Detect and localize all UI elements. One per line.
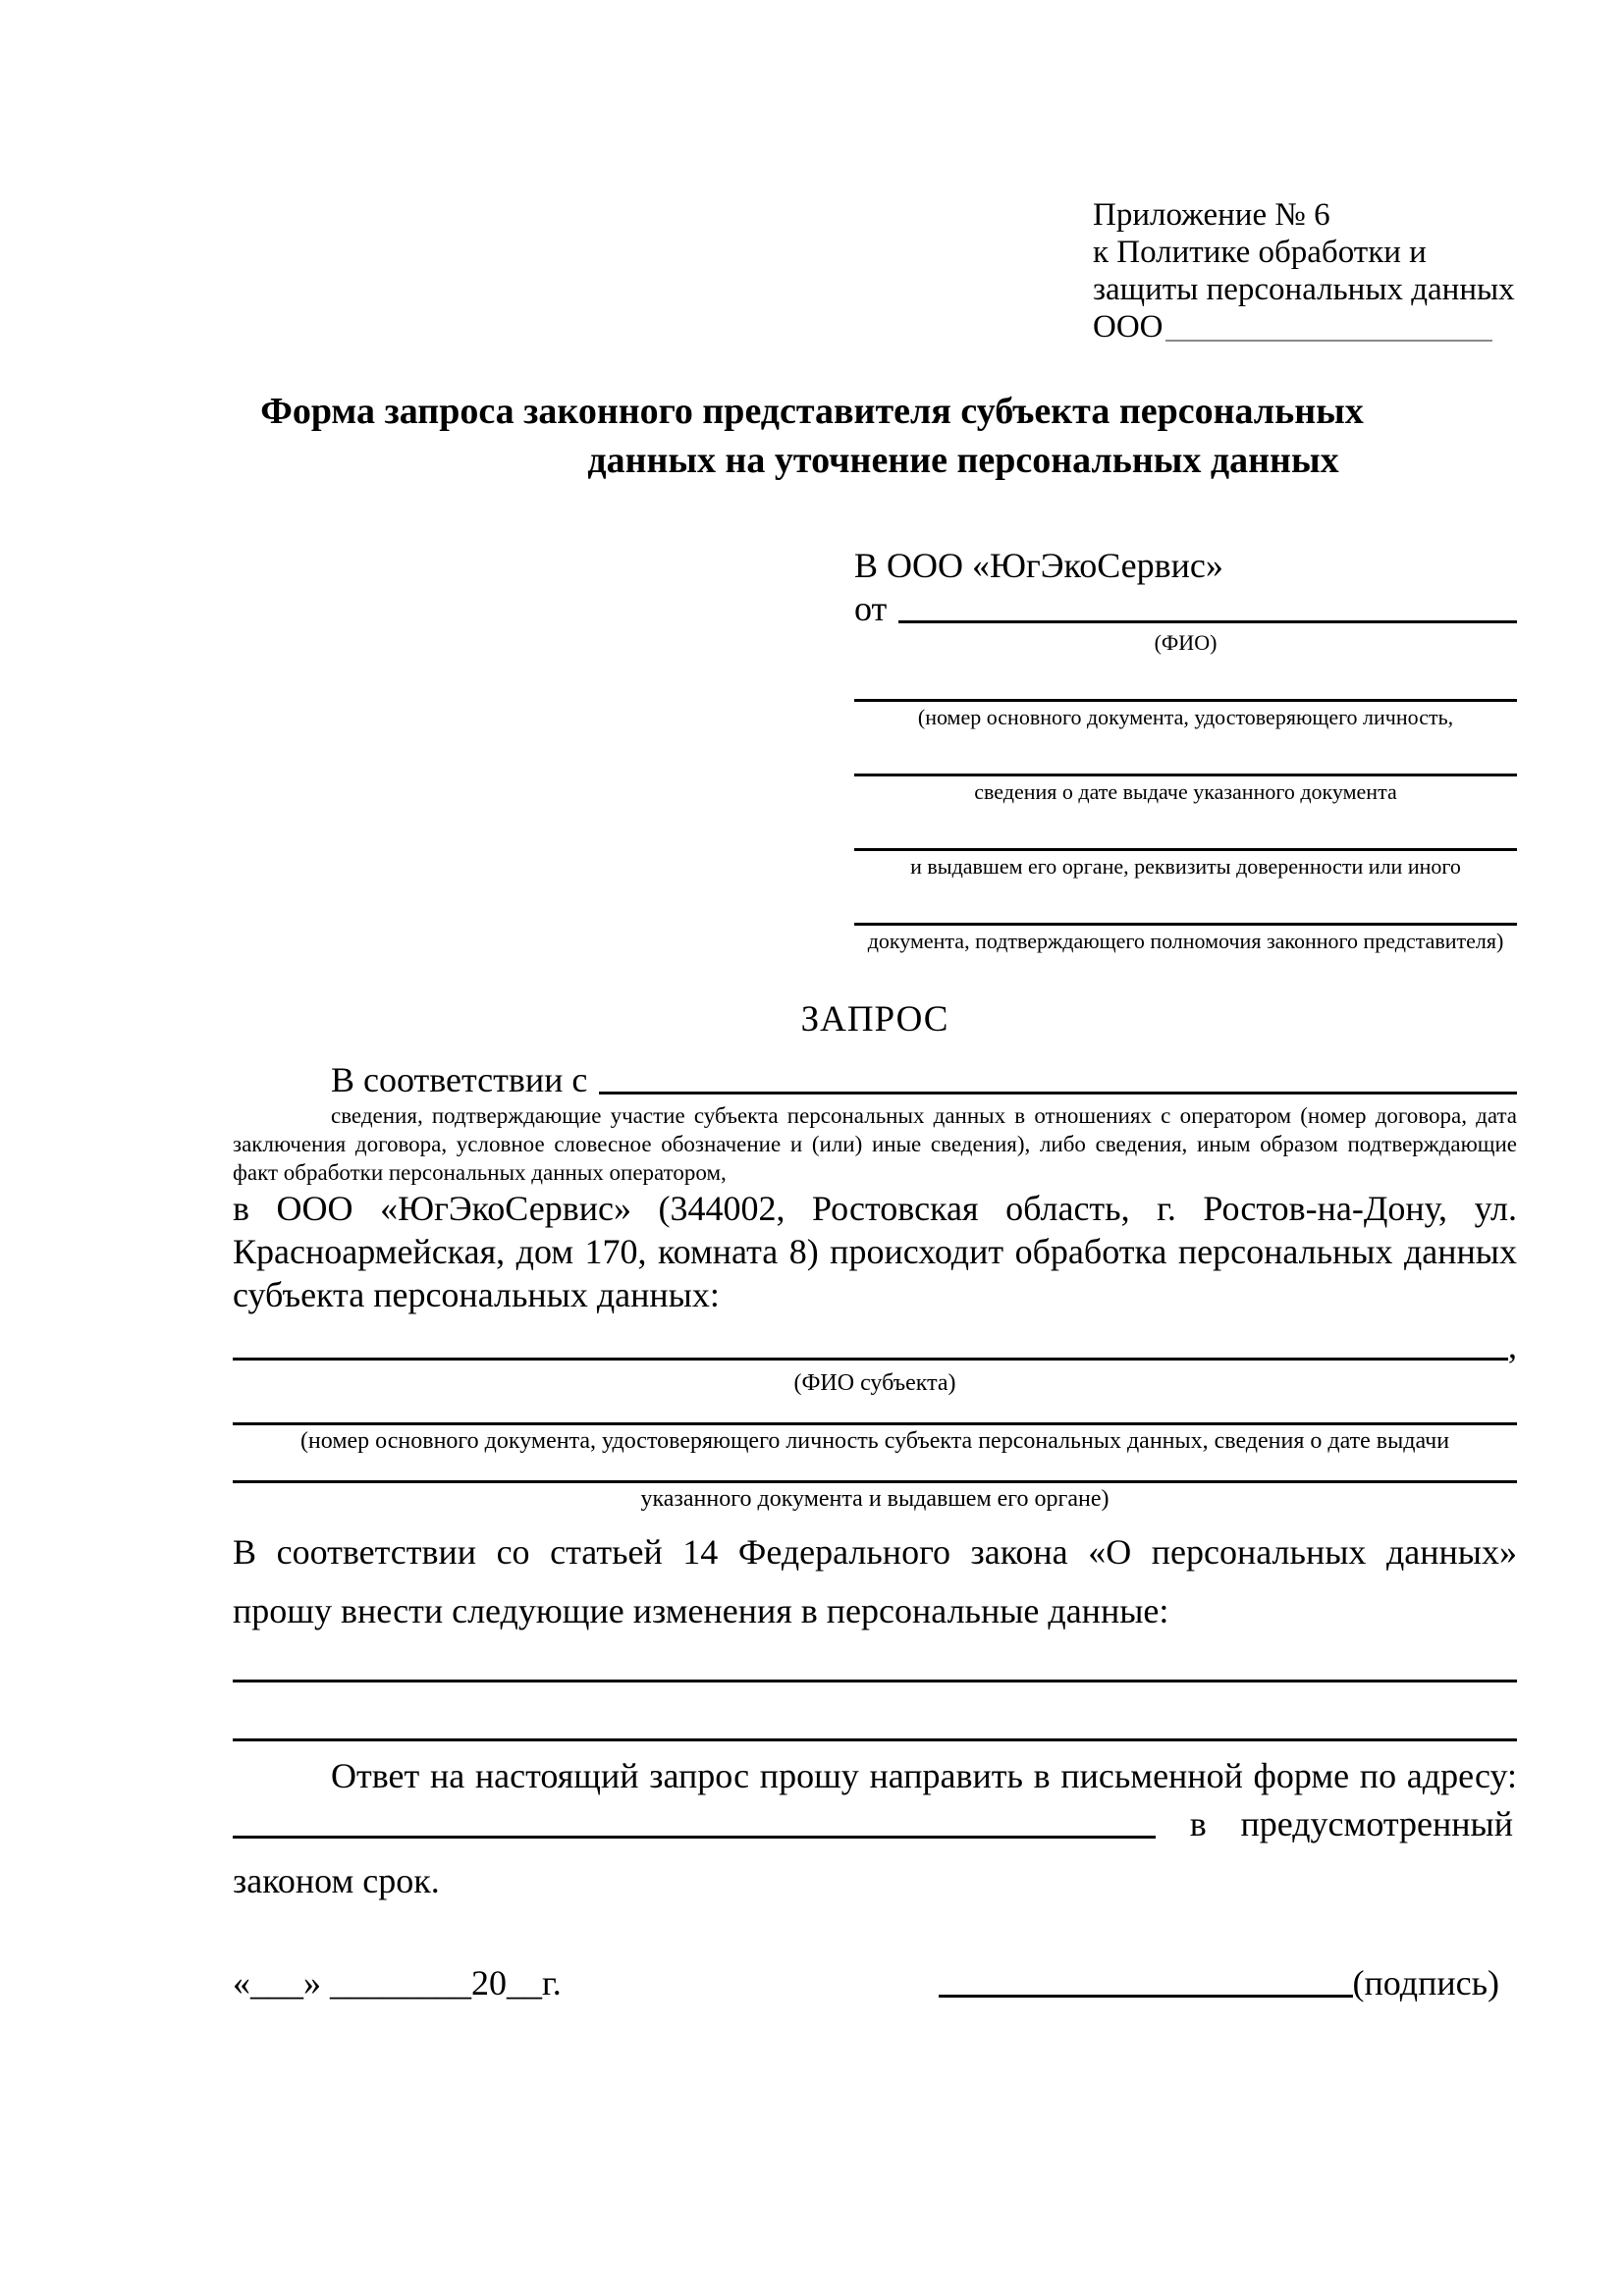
- reply-word-predusmotrenny: предусмотренный: [1240, 1804, 1513, 1843]
- signature-blank-line: [939, 1995, 1353, 1998]
- representative-doc-field: [854, 656, 1517, 730]
- field-caption: и выдавшем его органе, реквизиты доверенности или иного: [910, 854, 1461, 879]
- changes-blank-line: [233, 1640, 1517, 1682]
- subject-doc-caption-1: (номер основного документа, удостоверяющего личность субъекта персональных данных, сведения о дате выдачи: [299, 1428, 1450, 1454]
- subject-fio-row: [233, 1324, 1517, 1367]
- blank-field-line: [854, 730, 1517, 776]
- appendix-line-2: к Политике обработки и: [1093, 235, 1427, 270]
- reply-tail-line: законом срок.: [233, 1861, 440, 1900]
- request-heading: ЗАПРОС: [800, 999, 949, 1040]
- fio-caption: (ФИО): [1154, 630, 1218, 655]
- field-caption: (номер основного документа, удостоверяющего личность,: [917, 705, 1454, 729]
- accordance-lead: В соответствии с: [331, 1060, 588, 1099]
- subject-doc-caption-2: указанного документа и выдавшем его органе): [640, 1486, 1110, 1512]
- representative-doc-field: [854, 805, 1517, 880]
- blank-field-line: [854, 656, 1517, 702]
- field-caption: документа, подтверждающего полномочия законного представителя): [867, 929, 1504, 953]
- representative-doc-field: [854, 880, 1517, 954]
- representative-doc-field: [854, 730, 1517, 805]
- form-title-line-1: Форма запроса законного представителя субъекта персональных: [260, 391, 1364, 432]
- form-title-line-2: данных на уточнение персональных данных: [587, 440, 1339, 481]
- field-caption: сведения о дате выдаче указанного документа: [974, 779, 1397, 804]
- date-blank: «___» ________20__г.: [233, 1963, 562, 2002]
- from-label: от: [854, 589, 888, 628]
- blank-field-line: [854, 880, 1517, 926]
- trailing-comma: ,: [1508, 1326, 1517, 1365]
- date-signature-row: [233, 1961, 1517, 2004]
- address-blank-line: [233, 1802, 1156, 1839]
- from-blank-line: [898, 587, 1517, 623]
- signature-caption: (подпись): [1352, 1963, 1499, 2002]
- form-title: [233, 387, 1517, 485]
- reply-word-v: в: [1189, 1804, 1207, 1843]
- accordance-caption: сведения, подтверждающие участие субъекта персональных данных в отношениях с оператором (номер договора, дата заключения договора, условное словесное обозначение и (или) иные сведения), либо сведения, иным образом подтверждающие факт обработки персональных данных оператором,: [233, 1103, 1517, 1185]
- subject-doc-blank-line: [233, 1397, 1517, 1425]
- article-paragraph: В соответствии со статьей 14 Федерального закона «О персональных данных» прошу внести следующие изменения в персональные данные:: [233, 1532, 1517, 1630]
- addressee-to: В ООО «ЮгЭкоСервис»: [854, 546, 1223, 585]
- appendix-line-3: защиты персональных данных: [1093, 272, 1515, 307]
- reply-paragraph: Ответ на настоящий запрос прошу направить в письменной форме по адресу:: [331, 1756, 1517, 1795]
- subject-fio-blank-line: [233, 1324, 1508, 1361]
- ooo-blank-line: [1165, 308, 1493, 342]
- subject-fio-caption: (ФИО субъекта): [793, 1370, 956, 1396]
- subject-doc-blank-line: [233, 1455, 1517, 1483]
- ooo-label: ООО: [1093, 309, 1164, 345]
- accordance-blank-line: [599, 1058, 1517, 1095]
- document-content: [233, 0, 1517, 2004]
- from-row: [854, 587, 1517, 630]
- operator-paragraph: в ООО «ЮгЭкоСервис» (344002, Ростовская область, г. Ростов-на-Дону, ул. Красноармейская, дом 170, комната 8) происходит обработка персональных данных субъекта персональных данных:: [233, 1189, 1517, 1314]
- reply-address-row: [233, 1802, 1517, 1845]
- addressee-block: [854, 544, 1517, 954]
- accordance-row: [233, 1058, 1517, 1101]
- signature-group: [939, 1961, 1499, 2004]
- appendix-header: [1093, 0, 1517, 346]
- appendix-ooo-row: [1093, 308, 1492, 346]
- blank-field-line: [854, 805, 1517, 851]
- changes-blank-line: [233, 1682, 1517, 1741]
- appendix-line-1: Приложение № 6: [1093, 197, 1330, 233]
